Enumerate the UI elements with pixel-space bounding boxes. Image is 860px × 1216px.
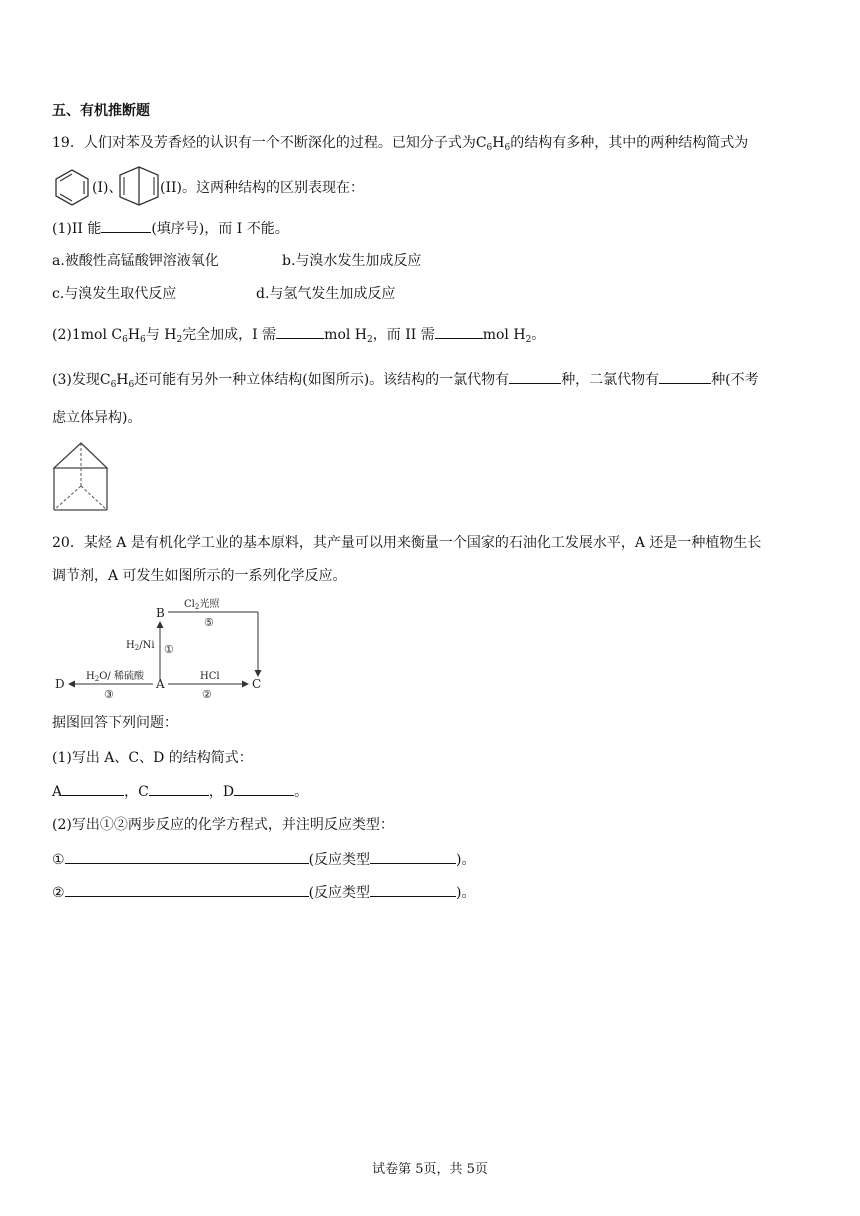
node-c: C [252,677,262,691]
q19-part2-g: 。 [531,327,546,343]
q19-intro-a: 19．人们对苯及芳香烃的认识有一个不断深化的过程。已知分子式为 [52,135,476,151]
q20-intro-line1: 20．某烃 A 是有机化学工业的基本原料，其产量可以用来衡量一个国家的石油化工发展水平，A 还是一种植物生长 [52,535,762,551]
q19-part1 [52,218,289,239]
label-h2o-acid: $H_2O/$ 稀硫酸 [86,671,144,683]
reaction-type-label: (反应类型 [308,885,371,901]
q19-part2-d: mol H [324,327,368,343]
q19-part3-h: H [116,372,129,388]
label-structure-ii: (II)。这两种结构的区别表现在： [160,180,364,196]
q19-part2-b: 与 H [145,327,177,343]
q19-part1-a: (1)II 能 [52,221,102,237]
step2-label: ② [202,688,212,700]
equation-blank-1[interactable] [65,849,309,864]
reaction-type-label: (反应类型 [308,852,371,868]
option-b: b.与溴水发生加成反应 [282,253,422,269]
label-d: ，D [208,784,235,800]
q19-part2-h: H [127,327,141,343]
answer-prompt: 据图回答下列问题： [52,715,178,731]
q19-part2-f: mol H [482,327,526,343]
q19-intro-b: 的结构有多种，其中的两种结构简式为 [510,135,749,151]
subscript: 2 [525,335,532,345]
answer-blank-d[interactable] [234,781,294,796]
option-a: a.被酸性高锰酸钾溶液氧化 [52,253,219,269]
section-title: 五、有机推断题 [52,103,150,119]
node-a: A [156,677,165,691]
subscript: 2 [176,335,183,345]
q19-part3-a: (3)发现 [52,372,100,388]
answer-blank[interactable] [435,324,483,339]
q19-part2-e: ，而 II 需 [372,327,435,343]
prism-structure-figure [50,440,112,514]
q19-part2 [52,324,545,350]
subscript: 2 [367,335,373,345]
step3-label: ③ [104,688,114,700]
q19-part3-b: 还可能有另外一种立体结构(如图所示)。该结构的一氯代物有 [134,372,510,388]
closing: )。 [456,885,476,901]
label-h2ni: $H_2/Ni$ [126,640,155,652]
formula-c: C [475,135,487,151]
equation-2-line [52,882,476,903]
answer-blank[interactable] [276,324,324,339]
q20-part1: (1)写出 A、C、D 的结构简式： [52,750,253,766]
q20-part1-answers [52,781,308,802]
step1-label: ① [164,643,174,656]
equation-1-line [52,849,476,870]
node-b: B [156,606,165,620]
label-cl2: $Cl_2$光照 [184,599,220,611]
step1-marker: ① [52,852,65,868]
q19-part2-a: (2)1mol C [52,327,123,343]
q19-part3 [52,369,759,395]
q19-part3-d: 种，二氯代物有 [561,372,660,388]
q20-intro-line2: 调节剂，A 可发生如图所示的一系列化学反应。 [52,568,347,584]
q19-part1-b: (填序号)，而 I 不能。 [151,221,289,237]
q19-part3-c: C [99,372,111,388]
step2-marker: ② [52,885,65,901]
label-hcl: HCl [200,671,220,682]
answer-blank[interactable] [659,369,711,384]
reaction-type-blank-2[interactable] [370,882,456,897]
q19-part3-e: 种(不考 [711,372,759,388]
subscript: 6 [140,335,146,345]
reaction-scheme-diagram [50,596,272,700]
answer-blank[interactable] [101,218,151,233]
formula-c-sub: 6 [486,143,493,153]
benzene-structure-figure [52,168,92,206]
formula-h: H [492,135,505,151]
subscript: 6 [122,335,128,345]
reaction-type-blank-1[interactable] [370,849,456,864]
node-d: D [55,677,65,691]
closing: )。 [456,852,476,868]
label-c: ，C [124,784,149,800]
formula-h-sub: 6 [504,143,511,153]
step5-label: ⑤ [204,616,214,629]
option-d: d.与氢气发生加成反应 [256,286,396,302]
q19-part2-c: 完全加成，I 需 [182,327,277,343]
period: 。 [294,784,309,800]
dewar-benzene-structure-figure [118,165,160,207]
q19-part3-line2: 虑立体异构)。 [52,410,142,426]
answer-blank-a[interactable] [62,781,124,796]
answer-blank-c[interactable] [149,781,209,796]
label-structure-i: (I)、 [92,180,123,196]
answer-blank[interactable] [509,369,561,384]
subscript: 6 [128,380,135,390]
equation-blank-2[interactable] [65,882,309,897]
q20-part2: (2)写出①②两步反应的化学方程式，并注明反应类型： [52,817,394,833]
label-a: A [52,784,63,800]
q19-intro [52,133,748,158]
option-c: c.与溴发生取代反应 [52,286,177,302]
page-footer: 试卷第 5页，共 5页 [372,1162,488,1177]
subscript: 6 [110,380,117,390]
